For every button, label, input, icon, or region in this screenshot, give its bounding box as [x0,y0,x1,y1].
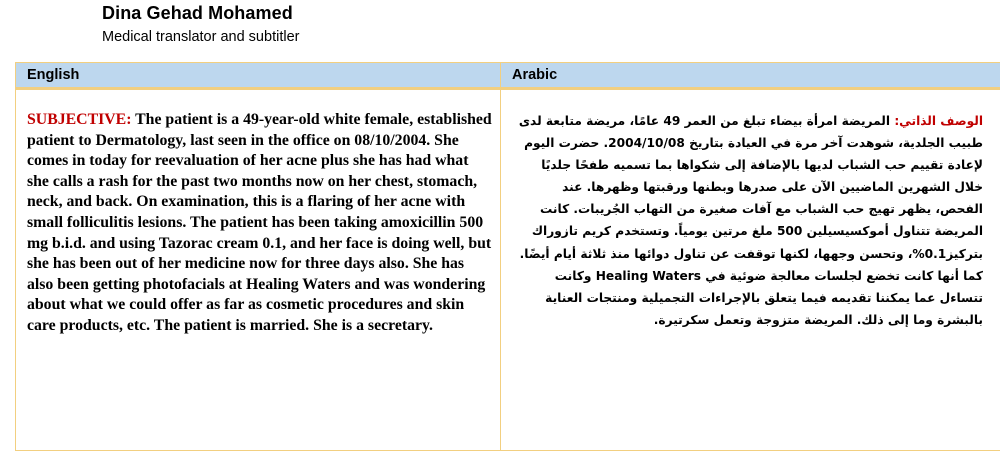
arabic-cell [501,89,1000,451]
author-name: Dina Gehad Mohamed [102,3,293,23]
table-header-row [16,63,1000,89]
english-cell [16,89,501,451]
arabic-section-label: الوصف الذاتي: [894,114,983,128]
english-paragraph [16,90,500,337]
translation-table [15,62,1000,451]
english-section-label: SUBJECTIVE: [27,111,132,128]
author-role: Medical translator and subtitler [102,29,300,45]
english-text: The patient is a 49-year-old white female, established patient to Dermatology, last seen in the office on 08/10/2004. She comes in today for reevaluation of her acne plus she has had what she calls a rash for the past two months now on her chest, stomach, neck, and back. On examination, this is a flaring of her acne with small folliculitis lesions. The patient has been taking amoxicillin 500 mg b.i.d. and using Tazorac cream 0.1, and her face is doing well, but she has been out of her medicine now for three days also. She has also been getting photofacials at Healing Waters and was wondering about what we could offer as far as cosmetic procedures and skin care products, etc. The patient is married. She is a secretary. [27,111,492,334]
arabic-text: المريضة امرأة بيضاء تبلغ من العمر 49 عامًا، مريضة متابعة لدى طبيب الجلدية، شوهدت آخر مرة في العيادة بتاريخ 2004/10/08. حضرت اليوم لإعادة تقييم حب الشباب لديها بالإضافة إلى شكواها بما تسميه طفحًا جلديًا خلال الشهرين الماضيين الآن على صدرها وبطنها ورقبتها وظهرها. عند الفحص، يظهر تهيج حب الشباب مع آفات صغيرة من التهاب الجُريبات. كانت المريضة تتناول أموكسيسيلين 500 ملغ مرتين يومياً. وتستخدم كريم تازوراك بتركيز0.1%، وتحسن وجهها، لكنها توقفت عن تناول دوائها منذ ثلاثة أيام أيضًا. كما أنها كانت تخضع لجلسات معالجة ضوئية في Healing Waters وكانت تتساءل عما يمكننا تقديمه فيما يتعلق بالإجراءات التجميلية ومنتجات العناية بالبشرة وما إلى ذلك. المريضة متزوجة وتعمل سكرتيرة. [518,114,983,327]
document-header [102,2,299,47]
column-header-arabic: Arabic [501,63,1000,89]
arabic-paragraph [501,90,1000,331]
table-row [16,89,1000,451]
column-header-english: English [16,63,501,89]
